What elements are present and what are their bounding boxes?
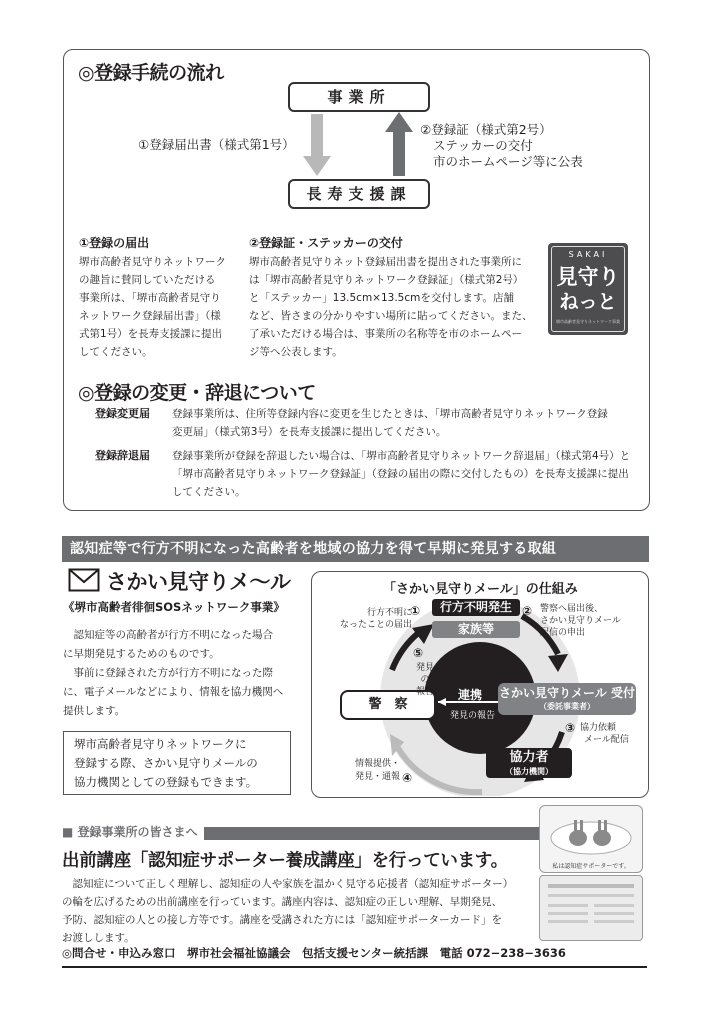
step3-text: 協力依頼 メール配信 bbox=[580, 723, 629, 745]
mail-title: さかい見守りメ〜ル bbox=[106, 570, 291, 594]
center-link-label: 連携 bbox=[458, 688, 483, 702]
flow-title: ◎登録手続の流れ bbox=[78, 62, 224, 84]
support-division-box: 長寿支援課 bbox=[288, 179, 430, 209]
contact-info: ◎問合せ・申込み窓口 堺市社会福祉協議会 包括支援センター統括課 電話 072−238−3636 bbox=[62, 946, 566, 960]
supporter-card-back bbox=[539, 875, 643, 941]
mail-description: 認知症等の高齢者が行方不明になった場合 に早期発見するためのものです。 事前に登録された方が行方不明になった際 に、電子メールなどにより、情報を協力機関へ 提供します。 bbox=[63, 629, 284, 717]
diagram-title: 「さかい見守りメール」の仕組み bbox=[383, 582, 578, 597]
up-arrow-icon bbox=[385, 112, 413, 176]
withdraw-form-text: 登録事業所が登録を辞退したい場合は、「堺市高齢者見守りネットワーク辞退届」（様式第4号）と 「堺市高齢者見守りネットワーク登録証」（登録の届出の際に交付したもの）を長寿支援課に提出 してください。 bbox=[172, 450, 631, 498]
change-form-label: 登録変更届 bbox=[95, 407, 150, 420]
step1-text: 行方不明に なったことの届出 bbox=[340, 608, 413, 630]
withdraw-form-label: 登録辞退届 bbox=[95, 449, 150, 462]
step4-text: 情報提供・ 発見・通報 bbox=[354, 759, 400, 782]
center-report-label: 発見の報告 bbox=[450, 711, 496, 721]
supporter-card-front: 私は認知症サポーターです。 bbox=[539, 805, 643, 873]
lecture-title: 出前講座「認知症サポーター養成講座」を行っています。 bbox=[62, 851, 508, 871]
detail1-heading: ①登録の届出 bbox=[79, 236, 150, 250]
envelope-icon bbox=[68, 568, 100, 592]
rabbit-illustration-icon bbox=[540, 808, 642, 858]
step-number-3: ③ bbox=[565, 721, 576, 735]
detail2-heading: ②登録証・ステッカーの交付 bbox=[249, 236, 403, 250]
step-number-2: ② bbox=[522, 604, 533, 618]
mail-note-box: 堺市高齢者見守りネットワークに 登録する際、さかい見守りメールの 協力機関としての登録もできます。 bbox=[63, 731, 291, 795]
mimamori-sticker-logo: SAKAI 見守り ねっと 堺市高齢者見守りネットワーク事業 bbox=[548, 243, 628, 335]
change-title: ◎登録の変更・辞退について bbox=[78, 382, 316, 404]
family-label: 家族等 bbox=[432, 621, 520, 638]
missing-label: 行方不明発生 bbox=[432, 599, 520, 616]
step1-label: ①登録届出書（様式第1号） bbox=[138, 137, 295, 152]
mail-subtitle: 《堺市高齢者徘徊SOSネットワーク事業》 bbox=[63, 600, 285, 614]
step-number-1: ① bbox=[410, 604, 421, 618]
lecture-description: 認知症について正しく理解し、認知症の人や家族を温かく見守る応援者（認知症サポーター） の輪を広げるための出前講座を行っています。講座内容は、認知症の正しい理解、早期発見、 予防、認知症の人との接し方等です。講座を受講された方には「認知症サポーターカード」を お渡しします。 bbox=[62, 878, 514, 944]
step-number-5: ⑤ bbox=[413, 646, 424, 660]
cooperator-box: 協力者 （協力機関） bbox=[486, 748, 572, 778]
step5-text: 発見の 報告 bbox=[415, 663, 434, 697]
lecture-label: ■ 登録事業所の皆さまへ bbox=[62, 823, 204, 840]
bottom-rule bbox=[62, 966, 647, 968]
flow-arrows bbox=[300, 108, 420, 180]
step2-text: 警察へ届出後、 さかい見守りメール 配信の申出 bbox=[540, 604, 621, 638]
office-box: 事業所 bbox=[288, 82, 430, 112]
detail1-text: 堺市高齢者見守りネットワーク の趣旨に賛同していただける 事業所は、「堺市高齢者見守り ネットワーク登録届出書」（様 式第1号）を長寿支援課に提出 してください。 bbox=[79, 256, 226, 358]
step-number-4: ④ bbox=[402, 771, 413, 785]
mail-receipt-box: さかい見守りメール 受付 （委託事業者） bbox=[498, 683, 636, 715]
dementia-banner: 認知症等で行方不明になった高齢者を地域の協力を得て早期に発見する取組 bbox=[62, 536, 649, 562]
detail2-text: 堺市高齢者見守りネット登録届出書を提出された事業所に は「堺市高齢者見守りネットワーク登録証」（様式第2号） と「ステッカー」13.5cm×13.5cmを交付します。店舗 など、皆さまの分かりやすい場所に貼ってください。また、 了承いただける場合は、事業所の名称等を市のホームペー ジ等へ公表します。 bbox=[249, 256, 533, 358]
change-form-text: 登録事業所は、住所等登録内容に変更を生じたときは、「堺市高齢者見守りネットワーク登録 変更届」（様式第3号）を長寿支援課に提出してください。 bbox=[172, 408, 608, 438]
down-arrow-icon bbox=[303, 114, 331, 176]
police-box: 警 察 bbox=[340, 690, 436, 720]
step2-label: ②登録証（様式第2号） ステッカーの交付 市のホームページ等に公表 bbox=[420, 122, 583, 169]
